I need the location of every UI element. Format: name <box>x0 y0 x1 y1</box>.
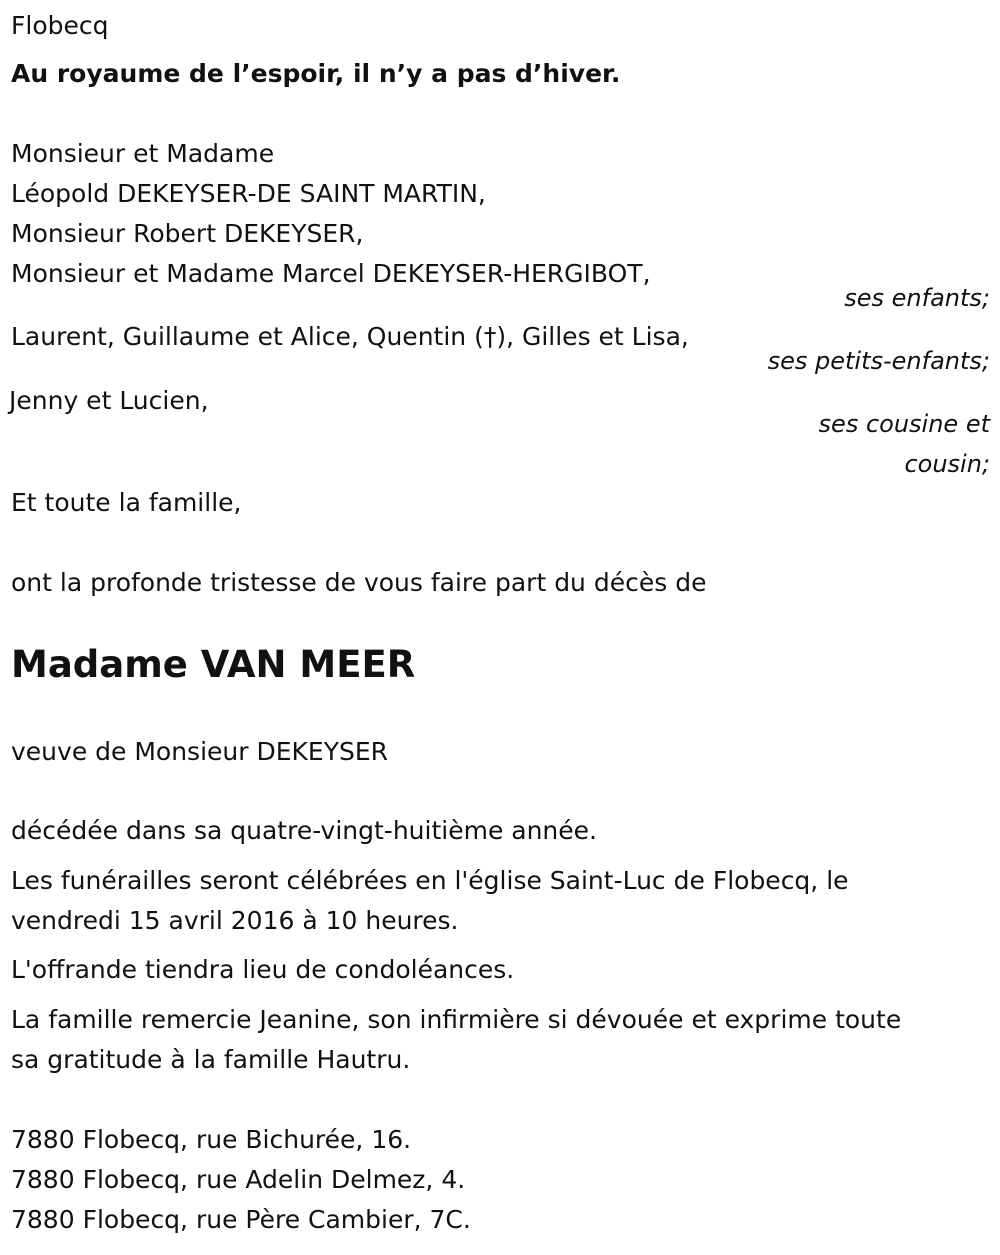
funeral-line1: Les funérailles seront célébrées en l'église Saint-Luc de Flobecq, le <box>11 866 849 895</box>
children-line: Léopold DEKEYSER-DE SAINT MARTIN, <box>11 179 486 208</box>
widow-of: veuve de Monsieur DEKEYSER <box>11 737 389 766</box>
location: Flobecq <box>11 11 109 40</box>
all-family: Et toute la famille, <box>11 488 242 517</box>
children-line: Monsieur et Madame <box>11 139 275 168</box>
cousins-role-line2: cousin; <box>904 450 990 478</box>
deceased-name: Madame VAN MEER <box>11 643 416 686</box>
age-line: décédée dans sa quatre-vingt-huitième année. <box>11 816 597 845</box>
cousins-line: Jenny et Lucien, <box>9 386 209 415</box>
thanks-line2: sa gratitude à la famille Hautru. <box>11 1045 411 1074</box>
address-line: 7880 Flobecq, rue Adelin Delmez, 4. <box>11 1165 466 1194</box>
children-role: ses enfants; <box>844 284 990 312</box>
address-line: 7880 Flobecq, rue Père Cambier, 7C. <box>11 1205 471 1234</box>
cousins-role-line1: ses cousine et <box>818 410 990 438</box>
grandchildren-role: ses petits-enfants; <box>767 347 990 375</box>
motto: Au royaume de l’espoir, il n’y a pas d’hiver. <box>11 59 621 88</box>
offering-line: L'offrande tiendra lieu de condoléances. <box>11 955 515 984</box>
children-line: Monsieur et Madame Marcel DEKEYSER-HERGIBOT, <box>11 259 651 288</box>
announcement: ont la profonde tristesse de vous faire part du décès de <box>11 568 707 597</box>
funeral-line2: vendredi 15 avril 2016 à 10 heures. <box>11 906 459 935</box>
thanks-line1: La famille remercie Jeanine, son infirmière si dévouée et exprime toute <box>11 1005 902 1034</box>
children-line: Monsieur Robert DEKEYSER, <box>11 219 364 248</box>
address-line: 7880 Flobecq, rue Bichurée, 16. <box>11 1125 412 1154</box>
grandchildren-line: Laurent, Guillaume et Alice, Quentin (†), Gilles et Lisa, <box>11 322 689 351</box>
